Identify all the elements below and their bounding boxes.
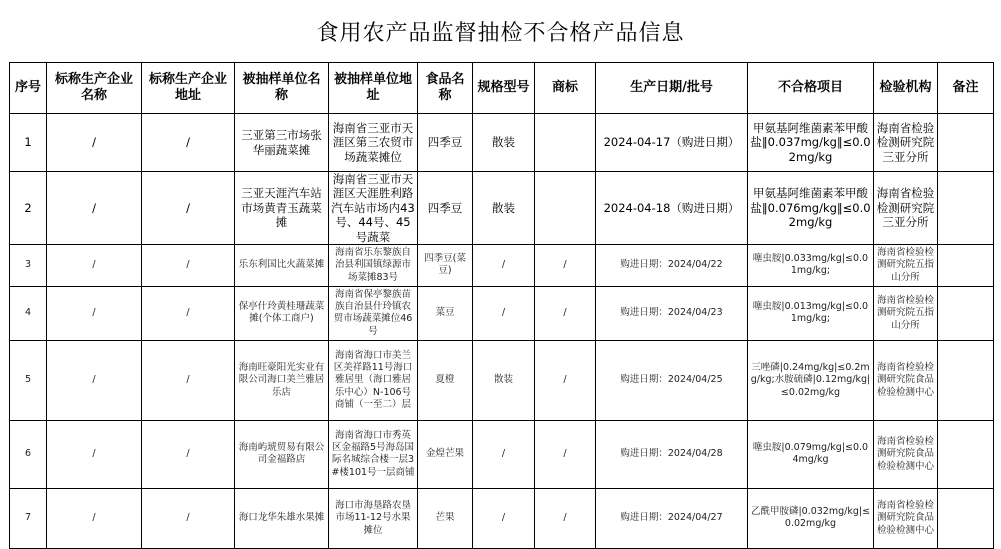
- cell-note: [938, 286, 994, 340]
- cell-maker: /: [47, 420, 142, 488]
- cell-date-batch: 购进日期：2024/04/23: [596, 286, 748, 340]
- table-row: [10, 488, 994, 548]
- cell-brand: /: [535, 286, 596, 340]
- cell-date-batch: 购进日期：2024/04/25: [596, 340, 748, 420]
- cell-sampled-unit: 海南屿琥贸易有限公司金福路店: [235, 420, 329, 488]
- cell-brand: /: [535, 340, 596, 420]
- table-row: [10, 340, 994, 420]
- cell-no: 6: [10, 420, 47, 488]
- cell-spec: 散装: [473, 172, 535, 245]
- cell-sampled-unit: 海口龙华朱雄水果摊: [235, 488, 329, 548]
- cell-spec: /: [473, 286, 535, 340]
- cell-failed-items: 甲氨基阿维菌素苯甲酸盐‖0.076mg/kg‖≤0.02mg/kg: [748, 172, 874, 245]
- cell-failed-items: 甲氨基阿维菌素苯甲酸盐‖0.037mg/kg‖≤0.02mg/kg: [748, 114, 874, 172]
- results-table: [9, 62, 994, 549]
- header-brand: 商标: [535, 63, 596, 114]
- cell-sampled-address: 海口市海垦路农垦市场11-12号水果摊位: [329, 488, 418, 548]
- cell-no: 3: [10, 244, 47, 286]
- cell-no: 5: [10, 340, 47, 420]
- cell-spec: /: [473, 420, 535, 488]
- table-row: [10, 286, 994, 340]
- cell-sampled-address: 海南省三亚市天涯区第三农贸市场蔬菜摊位: [329, 114, 418, 172]
- cell-food-name: 菜豆: [418, 286, 473, 340]
- cell-sampled-unit: 乐东利国比火蔬菜摊: [235, 244, 329, 286]
- cell-sampled-unit: 三亚天涯汽车站市场黄青玉蔬菜摊: [235, 172, 329, 245]
- cell-no: 2: [10, 172, 47, 245]
- cell-date-batch: 购进日期：2024/04/28: [596, 420, 748, 488]
- cell-lab: 海南省检验检测研究院五指山分所: [874, 286, 938, 340]
- cell-lab: 海南省检验检测研究院食品检验检测中心: [874, 488, 938, 548]
- header-note: 备注: [938, 63, 994, 114]
- cell-food-name: 四季豆: [418, 172, 473, 245]
- cell-note: [938, 340, 994, 420]
- cell-brand: /: [535, 488, 596, 548]
- cell-date-batch: 2024-04-17（购进日期）: [596, 114, 748, 172]
- cell-maker: /: [47, 114, 142, 172]
- table-row: [10, 114, 994, 172]
- cell-brand: /: [535, 244, 596, 286]
- cell-note: [938, 420, 994, 488]
- cell-maker-address: /: [142, 488, 235, 548]
- cell-maker-address: /: [142, 286, 235, 340]
- cell-failed-items: 噻虫胺|0.079mg/kg|≤0.04mg/kg: [748, 420, 874, 488]
- header-sampled-address: 被抽样单位地址: [329, 63, 418, 114]
- header-spec: 规格型号: [473, 63, 535, 114]
- cell-note: [938, 244, 994, 286]
- cell-maker-address: /: [142, 114, 235, 172]
- cell-date-batch: 购进日期：2024/04/22: [596, 244, 748, 286]
- cell-sampled-unit: 保亭什玲黄桂珊蔬菜摊(个体工商户): [235, 286, 329, 340]
- header-maker: 标称生产企业名称: [47, 63, 142, 114]
- cell-lab: 海南省检验检测研究院三亚分所: [874, 114, 938, 172]
- cell-lab: 海南省检验检测研究院食品检验检测中心: [874, 420, 938, 488]
- cell-note: [938, 488, 994, 548]
- cell-food-name: 芒果: [418, 488, 473, 548]
- cell-lab: 海南省检验检测研究院五指山分所: [874, 244, 938, 286]
- table-row: [10, 420, 994, 488]
- cell-note: [938, 172, 994, 245]
- cell-maker: /: [47, 488, 142, 548]
- cell-brand: /: [535, 420, 596, 488]
- header-no: 序号: [10, 63, 47, 114]
- cell-lab: 海南省检验检测研究院三亚分所: [874, 172, 938, 245]
- table-header-row: [10, 63, 994, 114]
- cell-failed-items: 噻虫胺|0.033mg/kg|≤0.01mg/kg;: [748, 244, 874, 286]
- cell-no: 1: [10, 114, 47, 172]
- cell-maker-address: /: [142, 340, 235, 420]
- cell-maker: /: [47, 286, 142, 340]
- header-maker-address: 标称生产企业地址: [142, 63, 235, 114]
- cell-failed-items: 三唑磷|0.24mg/kg|≤0.2mg/kg;水胺硫磷|0.12mg/kg|≤0.02mg/kg: [748, 340, 874, 420]
- cell-brand: [535, 172, 596, 245]
- cell-spec: /: [473, 244, 535, 286]
- page-title: 食用农产品监督抽检不合格产品信息: [316, 20, 685, 46]
- cell-lab: 海南省检验检测研究院食品检验检测中心: [874, 340, 938, 420]
- cell-sampled-unit: 三亚第三市场张华丽蔬菜摊: [235, 114, 329, 172]
- cell-food-name: 金煌芒果: [418, 420, 473, 488]
- cell-no: 4: [10, 286, 47, 340]
- cell-failed-items: 噻虫胺|0.013mg/kg|≤0.01mg/kg;: [748, 286, 874, 340]
- header-sampled-unit: 被抽样单位名称: [235, 63, 329, 114]
- cell-sampled-address: 海南省保亭黎族苗族自治县什玲镇农贸市场蔬菜摊位46号: [329, 286, 418, 340]
- cell-spec: 散装: [473, 340, 535, 420]
- table-row: [10, 244, 994, 286]
- table-row: [10, 172, 994, 245]
- cell-spec: /: [473, 488, 535, 548]
- cell-maker: /: [47, 244, 142, 286]
- header-lab: 检验机构: [874, 63, 938, 114]
- cell-brand: [535, 114, 596, 172]
- header-food-name: 食品名称: [418, 63, 473, 114]
- header-failed-items: 不合格项目: [748, 63, 874, 114]
- cell-sampled-address: 海南省三亚市天涯区天涯胜利路汽车站市场内43号、44号、45号蔬菜: [329, 172, 418, 245]
- cell-date-batch: 2024-04-18（购进日期）: [596, 172, 748, 245]
- cell-note: [938, 114, 994, 172]
- cell-food-name: 四季豆: [418, 114, 473, 172]
- cell-maker: /: [47, 340, 142, 420]
- cell-food-name: 四季豆(菜豆): [418, 244, 473, 286]
- cell-maker-address: /: [142, 420, 235, 488]
- cell-spec: 散装: [473, 114, 535, 172]
- cell-food-name: 夏橙: [418, 340, 473, 420]
- cell-maker-address: /: [142, 244, 235, 286]
- cell-failed-items: 乙酰甲胺磷|0.032mg/kg|≤0.02mg/kg: [748, 488, 874, 548]
- header-date-batch: 生产日期/批号: [596, 63, 748, 114]
- cell-maker-address: /: [142, 172, 235, 245]
- cell-date-batch: 购进日期：2024/04/27: [596, 488, 748, 548]
- cell-no: 7: [10, 488, 47, 548]
- cell-sampled-address: 海南省海口市秀英区金福路5号海岛国际名城综合楼一层3#楼101号一层商铺: [329, 420, 418, 488]
- cell-sampled-address: 海南省海口市美兰区美祥路11号海口雅居里（海口雅居乐中心）N-106号商铺（一至二）层: [329, 340, 418, 420]
- cell-maker: /: [47, 172, 142, 245]
- cell-sampled-address: 海南省乐东黎族自治县利国镇绿源市场菜摊83号: [329, 244, 418, 286]
- cell-sampled-unit: 海南旺豪阳光实业有限公司海口美兰雅居乐店: [235, 340, 329, 420]
